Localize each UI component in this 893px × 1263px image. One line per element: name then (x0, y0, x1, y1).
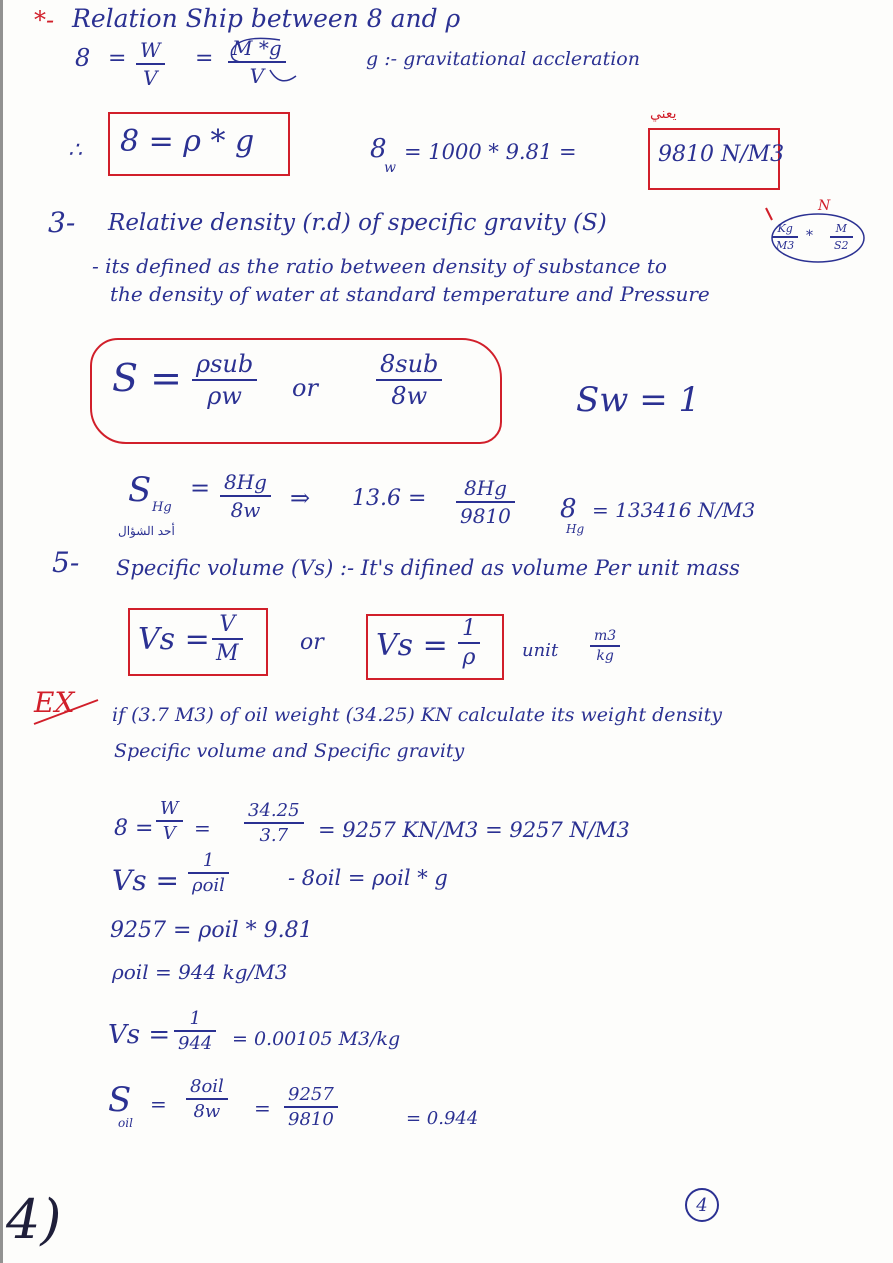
fraction-denominator: V (143, 66, 158, 90)
s-water-equals-one: Sw = 1 (576, 380, 701, 420)
fraction-denominator: 3.7 (259, 825, 289, 846)
fraction-numerator: M (835, 222, 847, 235)
fraction-numerator: V (219, 612, 236, 637)
fraction-denominator: ρ (462, 645, 476, 670)
sol-line4: ρoil = 944 kg/M3 (112, 960, 288, 984)
gamma-water-subscript: w (384, 160, 396, 176)
equals-sign: = (194, 816, 211, 840)
sol-line6-result: = 0.944 (406, 1108, 479, 1129)
fraction-numerator: m3 (594, 628, 617, 644)
equals-sign: = (254, 1096, 271, 1120)
fraction-denominator: 9810 (460, 504, 511, 528)
section-5-title: Specific volume (Vs) :- It's difined as volume Per unit mass (116, 556, 740, 580)
fraction-numerator: 8sub (380, 350, 439, 378)
sol-gamma-oil-over-water (186, 1076, 228, 1122)
heading-title: Relation Ship between 8 and ρ (72, 4, 461, 33)
sol-weight-over-volume (244, 800, 304, 846)
s-definition-lhs: S = (112, 356, 182, 400)
gamma-water-value: 9810 N/M3 (658, 142, 785, 167)
sol-line6-lhs: S (108, 1080, 132, 1120)
sol-line6-subscript: oil (118, 1116, 133, 1130)
sol-line1-result: = 9257 KN/M3 = 9257 N/M3 (318, 818, 630, 842)
fraction-numerator: 1 (189, 1008, 201, 1029)
s-mercury-subscript: Hg (152, 500, 172, 515)
page-mark-left: 4) (6, 1188, 62, 1251)
page-number: 4 (685, 1188, 719, 1222)
therefore-symbol: ∴ (68, 138, 82, 163)
sol-9257-over-9810 (284, 1084, 338, 1130)
gamma-symbol: 8 (75, 44, 91, 72)
arabic-annotation: يعني (650, 106, 677, 122)
fraction-numerator: 9257 (288, 1084, 334, 1105)
sol-line1-lhs: 8 = (114, 816, 154, 841)
equals-sign: = (195, 46, 214, 71)
mercury-value: 13.6 = (352, 486, 427, 511)
fraction-numerator: Kg (777, 222, 793, 235)
section-3-line1: - its defined as the ratio between density of substance to (92, 254, 667, 278)
gamma-mercury-subscript: Hg (566, 522, 585, 536)
sol-line5-lhs: Vs = (108, 1020, 171, 1050)
sol-line3: 9257 = ρoil * 9.81 (110, 918, 313, 943)
arabic-annotation-2: أحد الشؤال (118, 524, 175, 538)
boxed-formula: 8 = ρ * g (120, 124, 255, 159)
fraction-denominator: 8w (391, 382, 428, 410)
s-mercury-symbol: S (128, 470, 152, 510)
fraction-denominator: V (162, 823, 176, 844)
or-text: or (300, 630, 324, 655)
sol-line2-relation: - 8oil = ρoil * g (288, 866, 448, 890)
equals-sign: = (190, 474, 211, 502)
fraction-numerator: 8Hg (463, 476, 507, 500)
gamma-mercury-result: = 133416 N/M3 (592, 498, 756, 522)
fraction-numerator: 1 (202, 850, 215, 871)
sol-line2-lhs: Vs = (112, 864, 179, 897)
gamma-mercury-symbol: 8 (560, 494, 577, 524)
section-3-line2: the density of water at standard temperature and Pressure (110, 282, 710, 306)
fraction-denominator: V (249, 64, 265, 88)
section-5-number: 5- (52, 546, 80, 579)
sol-one-over-944 (174, 1008, 216, 1054)
example-label: EX (34, 686, 75, 719)
unit-label: unit (522, 640, 559, 661)
vs-lhs-2: Vs = (376, 628, 448, 663)
sol-one-over-rho-oil (188, 850, 229, 896)
fraction-denominator: 9810 (288, 1109, 334, 1130)
section-3-number: 3- (48, 206, 76, 239)
fraction-denominator: M (216, 641, 239, 666)
gamma-water-symbol: 8 (370, 134, 387, 164)
section-3-title: Relative density (r.d) of specific gravity (S) (108, 210, 607, 236)
fraction-denominator: 8w (193, 1101, 221, 1122)
fraction-denominator: M3 (776, 239, 795, 252)
fraction-numerator: 34.25 (248, 800, 300, 821)
fraction-numerator: 1 (462, 616, 476, 641)
fraction-numerator: ρsub (196, 350, 254, 378)
gravity-note: g :- gravitational accleration (366, 48, 640, 70)
sol-w-over-v (156, 798, 183, 844)
fraction-numerator: 8oil (190, 1076, 224, 1097)
unit-note-n: N (818, 198, 831, 214)
unit-note-times: * (806, 228, 813, 244)
heading-star: *- (34, 6, 55, 34)
vs-lhs-1: Vs = (138, 622, 210, 657)
example-line-2: Specific volume and Specific gravity (114, 740, 465, 762)
fraction-numerator: M *g (232, 36, 282, 60)
example-line-1: if (3.7 M3) of oil weight (34.25) KN calculate its weight density (112, 704, 722, 726)
implies-arrow: ⇒ (290, 484, 311, 512)
fraction-denominator: ρw (207, 382, 242, 410)
equals-sign: = (108, 46, 127, 71)
fraction-denominator: 8w (230, 498, 261, 522)
fraction-numerator: W (140, 38, 161, 62)
or-text: or (292, 374, 318, 402)
fraction-numerator: W (160, 798, 179, 819)
fraction-denominator: ρoil (192, 875, 225, 896)
equals-sign: = (150, 1092, 167, 1116)
fraction-denominator: S2 (834, 239, 849, 252)
gamma-water-expression: = 1000 * 9.81 = (404, 140, 577, 164)
fraction-denominator: 944 (178, 1033, 213, 1054)
fraction-numerator: 8Hg (224, 470, 267, 494)
fraction-denominator: kg (596, 648, 614, 664)
sol-line5-result: = 0.00105 M3/kg (232, 1028, 401, 1050)
